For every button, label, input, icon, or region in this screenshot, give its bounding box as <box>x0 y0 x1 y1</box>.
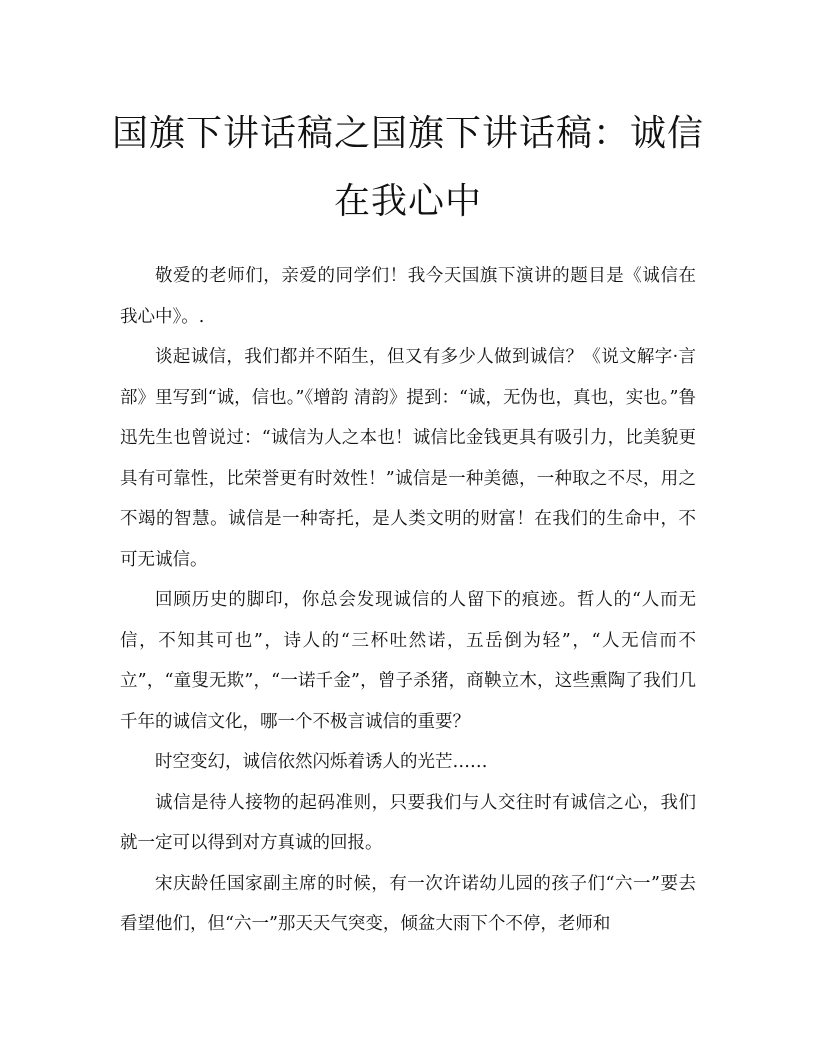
paragraph-transition: 时空变幻，诚信依然闪烁着诱人的光芒…… <box>155 752 488 772</box>
document-title: 国旗下讲话稿之国旗下讲话稿：诚信在我心中 <box>111 113 704 222</box>
document-body <box>120 256 696 945</box>
paragraph-history: 回顾历史的脚印，你总会发现诚信的人留下的痕迹。哲人的“人而无信，不知其可也”，诗人的“三杯吐然诺，五岳倒为轻”，“人无信而不立”，“童叟无欺”，“一诺千金”，曾子杀猪，商鞅立木，这些熏陶了我们几千年的诚信文化，哪一个不极言诚信的重要？ <box>120 590 696 732</box>
paragraph-greeting: 敬爱的老师们，亲爱的同学们！我今天国旗下演讲的题目是《诚信在我心中》。. <box>120 266 696 327</box>
paragraph-integrity-definition: 谈起诚信，我们都并不陌生，但又有多少人做到诚信？《说文解字·言部》里写到“诚，信也。”《增韵 清韵》提到：“诚，无伪也，真也，实也。”鲁迅先生也曾说过：“诚信为人之本也！诚信比金钱更具有吸引力，比美貌更具有可靠性，比荣誉更有时效性！”诚信是一种美德，一种取之不尽，用之不竭的智慧。诚信是一种寄托，是人类文明的财富！在我们的生命中，不可无诚信。 <box>120 347 696 570</box>
paragraph-song-qingling: 宋庆龄任国家副主席的时候，有一次许诺幼儿园的孩子们“六一”要去看望他们，但“六一”那天天气突变，倾盆大雨下个不停，老师和 <box>120 873 696 934</box>
paragraph-principle: 诚信是待人接物的起码准则，只要我们与人交往时有诚信之心，我们就一定可以得到对方真诚的回报。 <box>120 792 696 853</box>
